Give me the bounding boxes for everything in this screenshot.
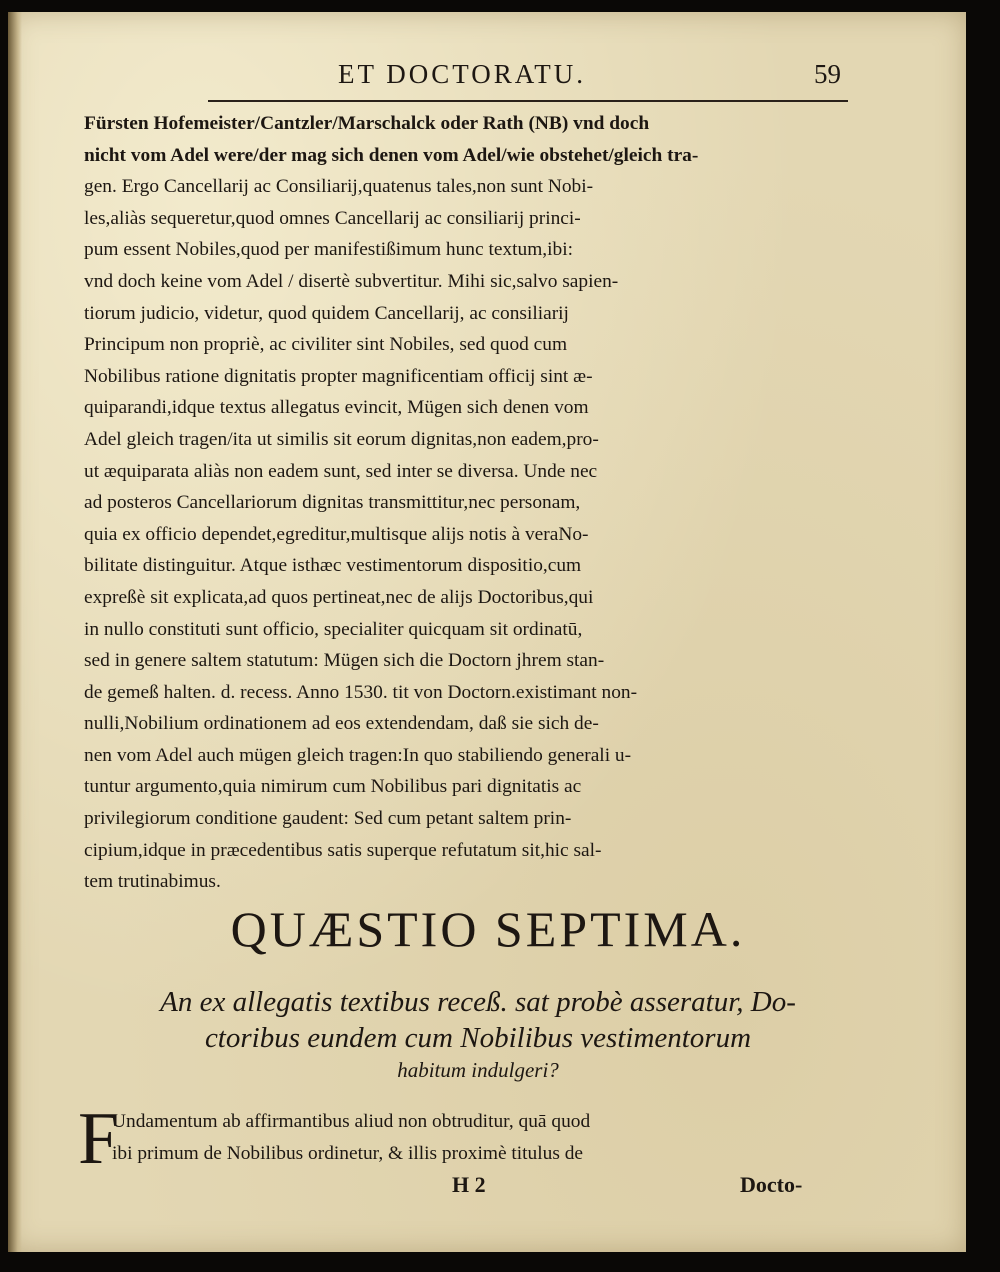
book-page [8, 12, 966, 1252]
catchword: Docto- [740, 1172, 803, 1197]
question-line-1: An ex allegatis textibus receß. sat probè asseratur, Do- [160, 986, 796, 1018]
section-title: QUÆSTIO SEPTIMA. [230, 901, 746, 957]
body-line: pum essent Nobiles,quod per manifestißimum hunc textum,ibi: [84, 239, 574, 261]
body-line: Fürsten Hofemeister/Cantzler/Marschalck oder Rath (NB) vnd doch [84, 113, 650, 134]
header-rule [208, 100, 848, 102]
intro-line: Undamentum ab affirmantibus aliud non obtruditur, quā quod [112, 1111, 591, 1132]
body-line: bilitate distinguitur. Atque isthæc vestimentorum dispositio,cum [84, 555, 582, 577]
body-line: expreßè sit explicata,ad quos pertineat,nec de alijs Doctoribus,qui [84, 586, 594, 608]
body-line: privilegiorum conditione gaudent: Sed cum petant saltem prin- [84, 808, 572, 830]
body-line: cipium,idque in præcedentibus satis superque refutatum sit,hic sal- [84, 839, 602, 861]
body-line: Principum non propriè, ac civiliter sint Nobiles, sed quod cum [84, 334, 568, 356]
running-head: ET DOCTORATU. [338, 59, 587, 89]
body-line: quiparandi,idque textus allegatus evincit, Mügen sich denen vom [84, 397, 589, 419]
body-line: nen vom Adel auch mügen gleich tragen:In quo stabiliendo generali u- [84, 744, 632, 766]
body-line: gen. Ergo Cancellarij ac Consiliarij,quatenus tales,non sunt Nobi- [84, 176, 594, 198]
body-text [84, 108, 844, 898]
body-line: les,aliàs sequeretur,quod omnes Cancellarij ac consiliarij princi- [84, 207, 581, 229]
drop-cap: F [78, 1098, 120, 1180]
body-line: tem trutinabimus. [84, 871, 221, 893]
body-line: tiorum judicio, videtur, quod quidem Cancellarij, ac consiliarij [84, 302, 569, 324]
body-line: sed in genere saltem statutum: Mügen sich die Doctorn jhrem stan- [84, 650, 605, 672]
question-line-3: habitum indulgeri? [397, 1058, 559, 1082]
signature-mark: H 2 [452, 1172, 486, 1197]
body-line: de gemeß halten. d. recess. Anno 1530. tit von Doctorn.existimant non- [84, 681, 638, 703]
page-spine-shadow [8, 12, 22, 1252]
question-heading [68, 984, 888, 1084]
intro-paragraph [78, 1098, 844, 1180]
question-line-2: ctoribus eundem cum Nobilibus vestimentorum [204, 1022, 752, 1054]
body-line: vnd doch keine vom Adel / disertè subvertitur. Mihi sic,salvo sapien- [84, 270, 619, 292]
intro-line: ibi primum de Nobilibus ordinetur, & illis proximè titulus de [112, 1142, 584, 1164]
body-line: nicht vom Adel were/der mag sich denen vom Adel/wie obstehet/gleich tra- [84, 144, 699, 166]
body-line: nulli,Nobilium ordinationem ad eos extendendam, daß sie sich de- [84, 713, 599, 735]
body-line: Adel gleich tragen/ita ut similis sit eorum dignitas,non eadem,pro- [84, 428, 599, 450]
body-line: Nobilibus ratione dignitatis propter magnificentiam officij sint æ- [84, 365, 593, 387]
body-line: quia ex officio dependet,egreditur,multisque alijs notis à veraNo- [84, 523, 589, 545]
body-line: ad posteros Cancellariorum dignitas transmittitur,nec personam, [84, 492, 581, 514]
page-number: 59 [814, 59, 841, 89]
body-line: ut æquiparata aliàs non eadem sunt, sed inter se diversa. Unde nec [84, 460, 598, 482]
body-line: tuntur argumento,quia nimirum cum Nobilibus pari dignitatis ac [84, 776, 582, 798]
body-line: in nullo constituti sunt officio, specialiter quicquam sit ordinatū, [84, 618, 583, 640]
